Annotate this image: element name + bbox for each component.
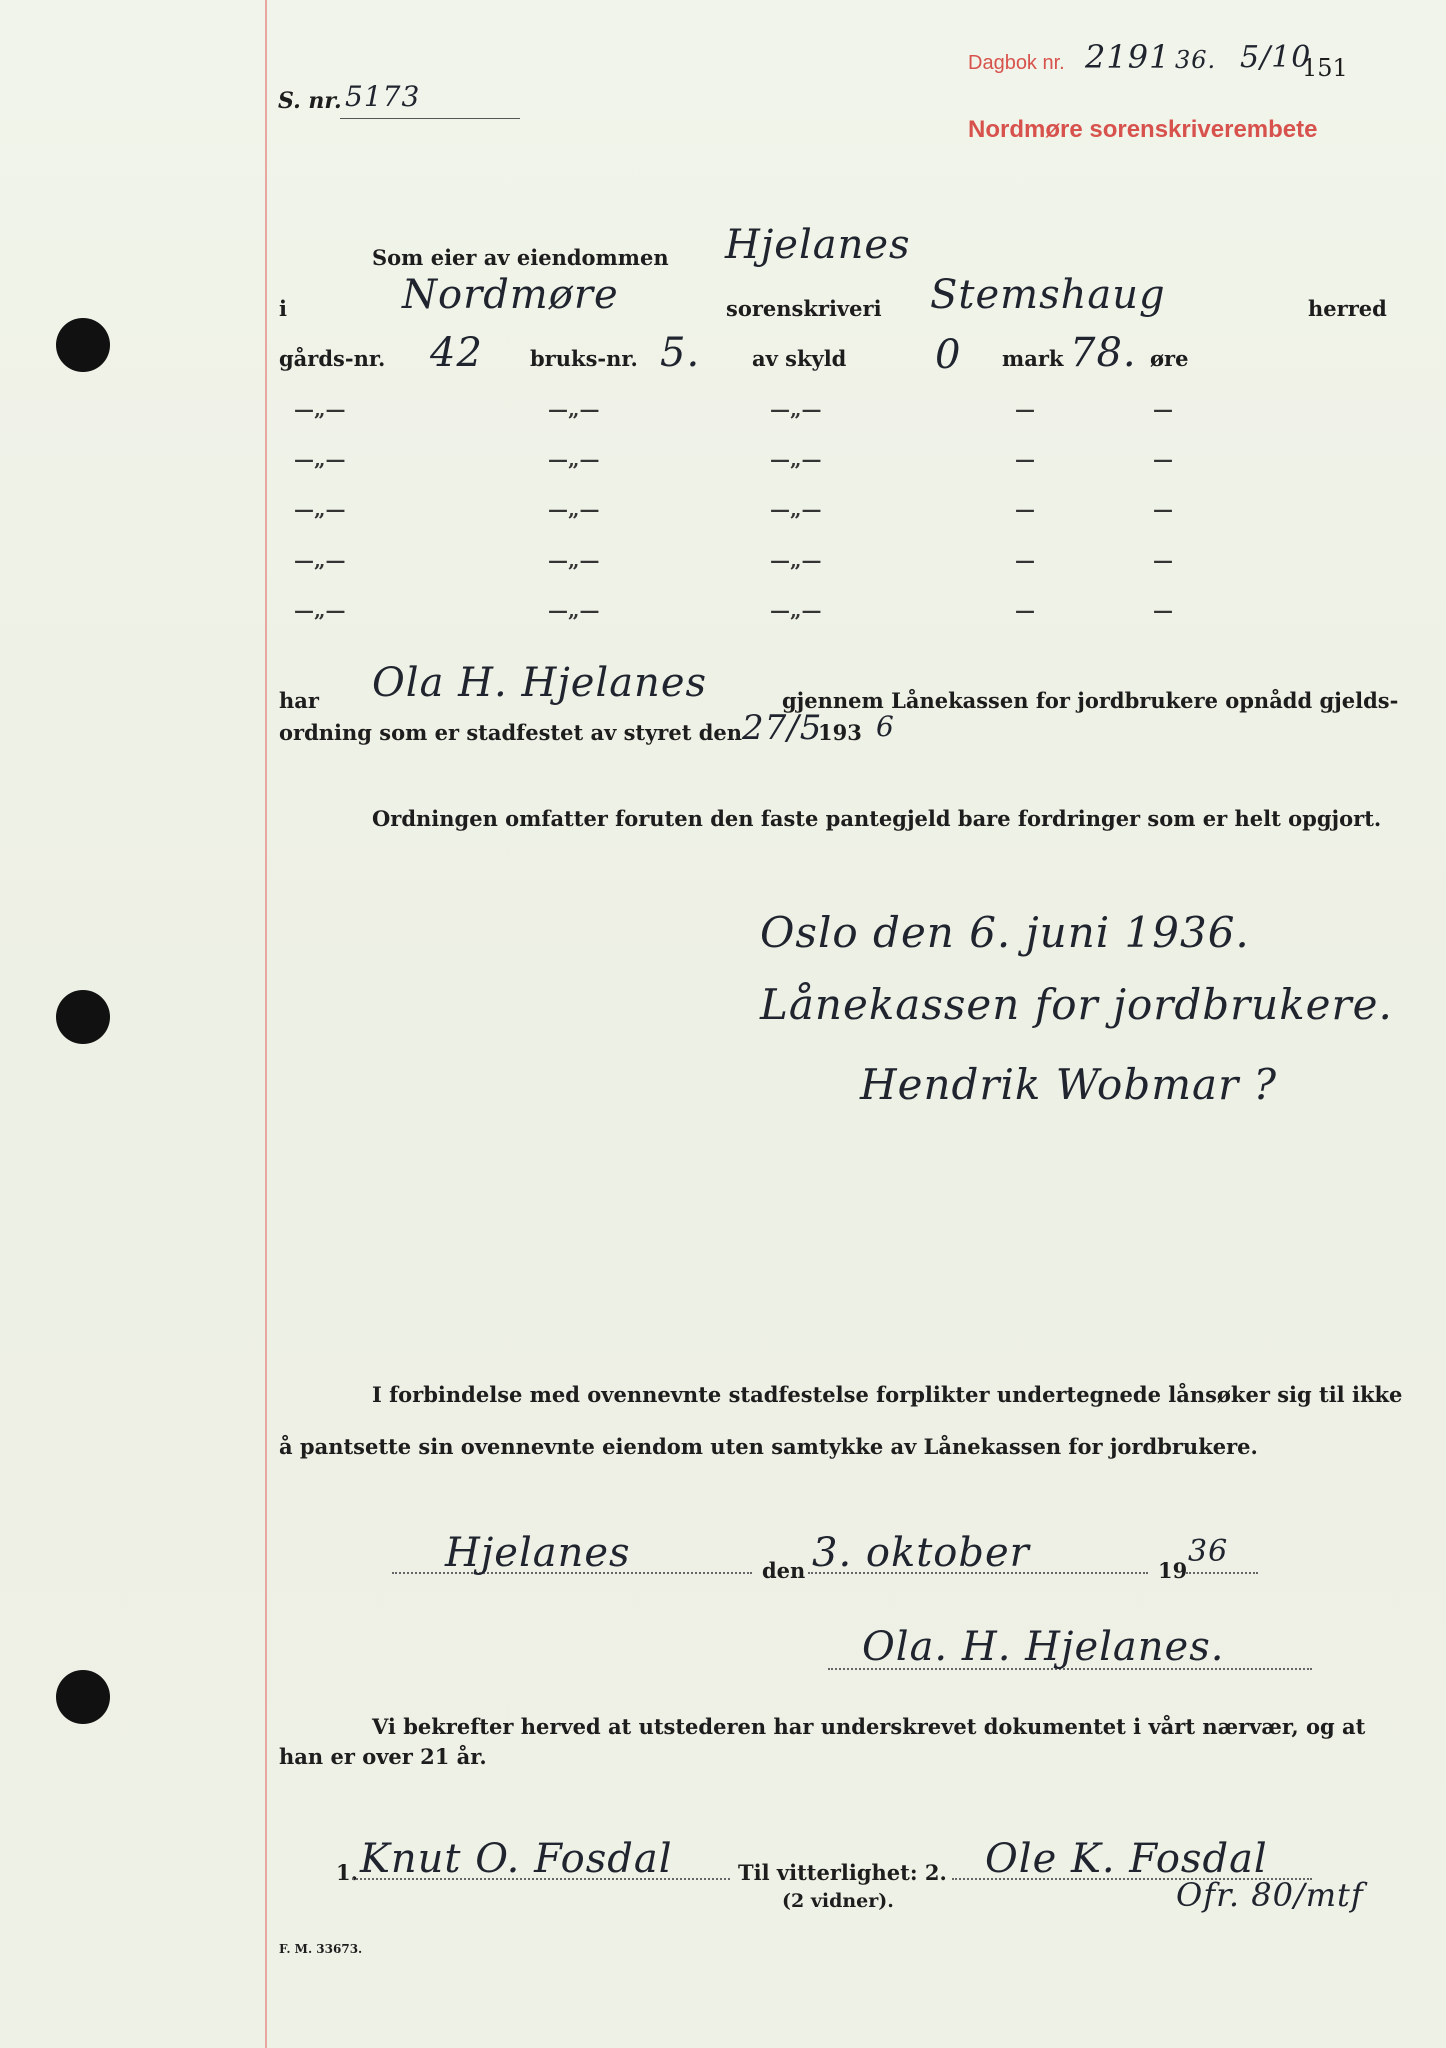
ditto-mark: — [1015,447,1035,471]
bruks-nr: 5. [660,330,701,376]
ditto-mark: —„— [548,397,600,421]
ditto-mark: —„— [548,497,600,521]
signing-date: 3. oktober [812,1530,1030,1576]
year-line [1186,1572,1258,1574]
annotation-note: Ofr. 80/mtf [1176,1876,1364,1914]
serial-value: 5173 [345,80,421,113]
ditto-mark: —„— [770,598,822,622]
ditto-mark: —„— [548,598,600,622]
til-vitterlighet-label: Til vitterlighet: 2. [738,1860,947,1885]
property-name: Hjelanes [725,222,911,268]
page-number: 151 [1302,54,1348,82]
ditto-mark: — [1153,497,1173,521]
applicant-signature: Ola. H. Hjelanes. [862,1624,1225,1670]
ditto-mark: —„— [770,447,822,471]
ditto-mark: —„— [548,447,600,471]
mark-label: mark [1002,346,1064,371]
ditto-mark: — [1153,548,1173,572]
ditto-mark: —„— [294,397,346,421]
scope-text: Ordningen omfatter foruten den faste pantegjeld bare fordringer som er helt opgjort. [372,806,1382,831]
skyld-label: av skyld [752,346,847,371]
witness-text-2: han er over 21 år. [279,1744,487,1769]
ditto-mark: — [1015,497,1035,521]
ditto-mark: —„— [294,497,346,521]
mark-value: 0 [935,332,962,378]
district: Nordmøre [402,272,619,318]
ditto-mark: — [1015,598,1035,622]
vidner-label: (2 vidner). [782,1890,894,1912]
in-label: i [279,296,287,321]
signing-year-prefix: 19 [1158,1558,1188,1583]
witness-1-signature: Knut O. Fosdal [360,1836,673,1882]
stamp-date: 5/10 [1240,40,1312,75]
year-suffix: 6 [876,710,895,743]
endorsement-line-2: Lånekassen for jordbrukere. [760,980,1393,1029]
obligation-text-1: I forbindelse med ovennevnte stadfestelse forplikter undertegnede lånsøker sig til ikke [372,1382,1403,1407]
ditto-mark: —„— [770,397,822,421]
bruks-label: bruks-nr. [530,346,638,371]
punch-hole [56,318,110,372]
ditto-mark: — [1153,598,1173,622]
arrangement-text-1: gjennem Lånekassen for jordbrukere opnådd gjelds- [782,688,1399,713]
ditto-mark: — [1153,397,1173,421]
stamp-year: 36. [1175,46,1217,74]
ditto-mark: —„— [294,447,346,471]
arrangement-date: 27/5 [742,708,823,748]
punch-hole [56,990,110,1044]
serial-label: S. nr. [278,88,342,114]
ditto-mark: —„— [294,548,346,572]
witness-num-1: 1. [336,1860,358,1885]
ditto-mark: — [1015,397,1035,421]
endorsement-line-3: Hendrik Wobmar ? [860,1060,1278,1109]
ditto-mark: — [1153,447,1173,471]
serial-underline [340,118,520,119]
punch-hole [56,1670,110,1724]
herred-label: herred [1308,296,1387,321]
signing-year-suffix: 36 [1188,1534,1229,1569]
signing-place: Hjelanes [445,1530,631,1576]
ore-label: øre [1150,346,1189,371]
ditto-mark: — [1015,548,1035,572]
ditto-mark: —„— [770,497,822,521]
municipality: Stemshaug [930,272,1166,318]
gards-nr: 42 [430,330,483,376]
den-label: den [762,1558,806,1583]
sorenskriveri-label: sorenskriveri [726,296,882,321]
gards-label: gårds-nr. [279,346,386,371]
arrangement-text-2: ordning som er stadfestet av styret den [279,720,743,745]
stamp-office: Nordmøre sorenskriverembete [968,116,1318,143]
endorsement-line-1: Oslo den 6. juni 1936. [760,908,1250,957]
ore-value: 78. [1070,330,1137,376]
witness-text-1: Vi bekrefter herved at utstederen har underskrevet dokumentet i vårt nærvær, og at [372,1714,1366,1739]
ditto-mark: —„— [294,598,346,622]
witness-2-signature: Ole K. Fosdal [985,1836,1268,1882]
stamp-number: 2191 [1085,38,1171,76]
year-prefix: 193 [818,720,862,745]
owner-name: Ola H. Hjelanes [372,660,708,706]
har-label: har [279,688,319,713]
form-number: F. M. 33673. [279,1942,363,1956]
stamp-dagbok-label: Dagbok nr. [968,52,1065,74]
margin-line [265,0,267,2048]
ditto-mark: —„— [548,548,600,572]
ditto-mark: —„— [770,548,822,572]
obligation-text-2: å pantsette sin ovennevnte eiendom uten samtykke av Lånekassen for jordbrukere. [279,1434,1258,1459]
owner-label: Som eier av eiendommen [372,245,669,270]
